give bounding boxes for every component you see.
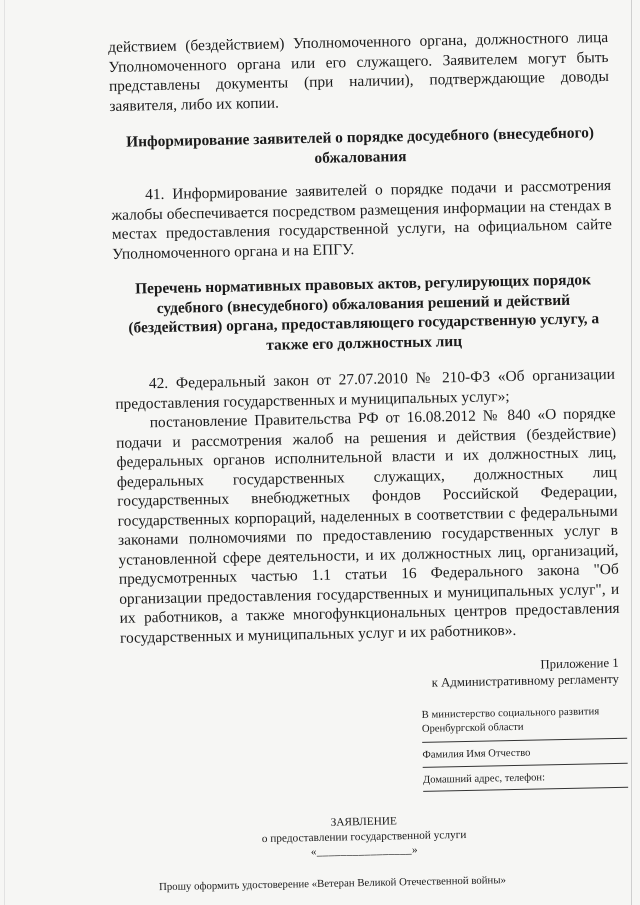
appendix-block <box>121 655 622 697</box>
application-title: ЗАЯВЛЕНИЕ <box>330 815 398 829</box>
appendix-number: Приложение 1 <box>540 655 619 672</box>
document-content <box>108 28 625 894</box>
appendix-reference: к Административному регламенту <box>431 671 620 690</box>
recipient-ministry: В министерство социального развития <box>421 706 600 721</box>
application-request: Прошу оформить удостоверение «Ветеран Великой Отечественной войны» <box>158 873 507 893</box>
heading-informing: Информирование заявителей о порядке досудебного (внесудебного) обжалования <box>125 124 595 167</box>
page-edge-left <box>4 0 5 905</box>
heading-legal-acts: Перечень нормативных правовых актов, регулирующих порядок судебного (внесудебного) обжалования решений и действий (бездействия) органа, предоставляющего государственную услугу, а также его должностных лиц <box>128 271 600 354</box>
paragraph-resolution: постановление Правительства РФ от 16.08.2012 № 840 «О порядке подачи и рассмотрения жалоб на решения и действия (бездействие) федеральных органов исполнительной власти и их должностных лиц, федеральных государственных служащих, должностных лиц государственных внебюджетных фондов Российской Федерации, государственных корпораций, наделенных в соответствии с федеральными законами полномочиями по предоставлению государственных услуг в установленной сфере деятельности, и их должностных лиц, организаций, предусмотренных частью 1.1 статьи 16 Федерального закона "Об организации предоставления государственных и муниципальных услуг", и их работников, а также многофункциональных центров предоставления государственных и муниципальных услуг и их работников». <box>115 404 620 647</box>
recipient-block <box>422 705 629 792</box>
paragraph-intro: действием (бездействием) Уполномоченного органа, должностного лица Уполномоченного органа или его служащего. Заявителем могут быть представлены документы (при наличии), подтверждающие доводы заявителя, либо их копии. <box>108 28 610 115</box>
recipient-name-label: Фамилия Имя Отчество <box>422 747 531 761</box>
application-subtitle: о предоставлении государственной услуги <box>261 828 467 845</box>
recipient-region: Оренбургской области <box>421 721 524 735</box>
recipient-address-label: Домашний адрес, телефон: <box>422 771 546 786</box>
application-blank-quote: «________________» <box>310 843 419 859</box>
paragraph-41: 41. Информирование заявителей о порядке подачи и рассмотрения жалобы обеспечивается посредством размещения информации на стендах в местах предоставления государственной услуги, на официальном сайте Уполномоченного органа и на ЕПГУ. <box>111 176 613 263</box>
paragraph-42: 42. Федеральный закон от 27.07.2010 № 210-ФЗ «Об организации предоставления государственных и муниципальных услуг»; <box>115 365 616 413</box>
application-header <box>124 810 625 864</box>
page-edge-right <box>631 0 632 905</box>
